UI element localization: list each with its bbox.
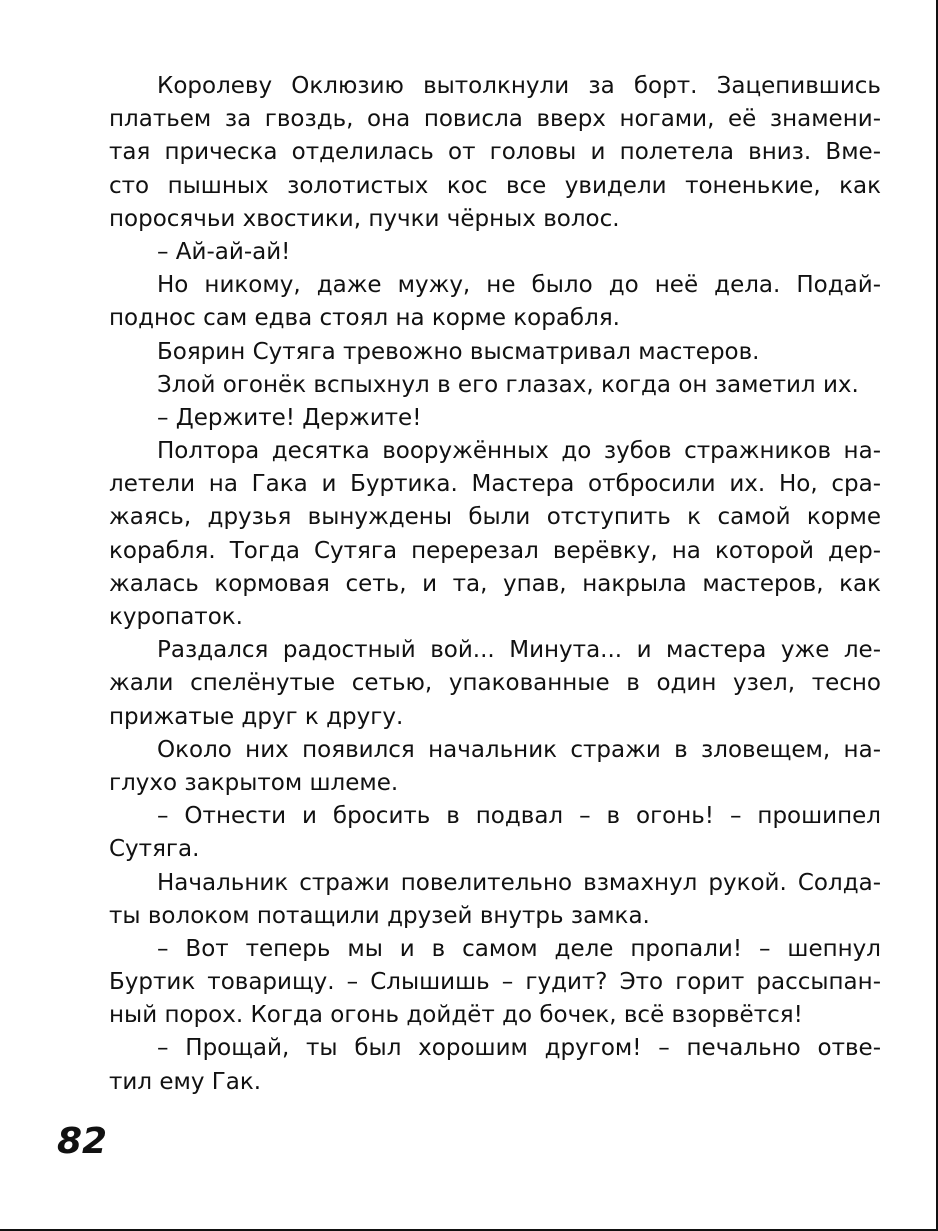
text-line: поросячьи хвостики, пучки чёрных волос.: [109, 205, 620, 232]
text-line: Полтора десятка вооружённых до зубов стражников на-: [157, 438, 881, 465]
text-line: тая прическа отделилась от головы и полетела вниз. Вме-: [109, 139, 881, 166]
body-text: [109, 70, 881, 1099]
text-line: Но никому, даже мужу, не было до неё дела. Подай-: [157, 272, 881, 299]
text-line: Буртик товарищу. – Слышишь – гудит? Это горит рассыпан-: [109, 969, 881, 996]
text-line: тил ему Гак.: [109, 1068, 262, 1095]
text-line: Начальник стражи повелительно взмахнул рукой. Солда-: [157, 869, 881, 896]
text-line: глухо закрытом шлеме.: [109, 769, 399, 796]
text-line: жалась кормовая сеть, и та, упав, накрыла мастеров, как: [109, 570, 881, 597]
text-line: – Прощай, ты был хорошим другом! – печально отве-: [157, 1035, 881, 1062]
text-line: Боярин Сутяга тревожно высматривал мастеров.: [157, 338, 760, 365]
text-line: сто пышных золотистых кос все увидели тоненькие, как: [109, 172, 881, 199]
text-line: Злой огонёк вспыхнул в его глазах, когда он заметил их.: [157, 371, 859, 398]
text-line: Раздался радостный вой... Минута... и мастера уже ле-: [157, 637, 881, 664]
text-line: жали спелёнутые сетью, упакованные в один узел, тесно: [109, 670, 881, 697]
text-line: летели на Гака и Буртика. Мастера отбросили их. Но, сра-: [109, 471, 881, 498]
text-line: корабля. Тогда Сутяга перерезал верёвку, на которой дер-: [109, 537, 881, 564]
text-line: куропаток.: [109, 604, 243, 630]
text-line: – Вот теперь мы и в самом деле пропали! – шепнул: [157, 935, 881, 962]
text-line: ный порох. Когда огонь дойдёт до бочек, всё взорвётся!: [109, 1002, 803, 1029]
text-line: – Держите! Держите!: [157, 404, 422, 431]
text-line: – Ай-ай-ай!: [157, 238, 291, 265]
text-line: ты волоком потащили друзей внутрь замка.: [109, 902, 650, 929]
text-line: поднос сам едва стоял на корме корабля.: [109, 305, 620, 332]
text-line: Королеву Оклюзию вытолкнули за борт. Зацепившись: [157, 73, 881, 99]
text-line: Около них появился начальник стражи в зловещем, на-: [157, 736, 881, 763]
text-line: прижатые друг к другу.: [109, 703, 404, 730]
text-line: платьем за гвоздь, она повисла вверх ногами, её знамени-: [109, 106, 881, 133]
text-line: Сутяга.: [109, 836, 200, 863]
text-line: жаясь, друзья вынуждены были отступить к самой корме: [109, 504, 881, 531]
text-line: – Отнести и бросить в подвал – в огонь! – прошипел: [157, 803, 881, 830]
page-number: 82: [57, 1121, 108, 1162]
